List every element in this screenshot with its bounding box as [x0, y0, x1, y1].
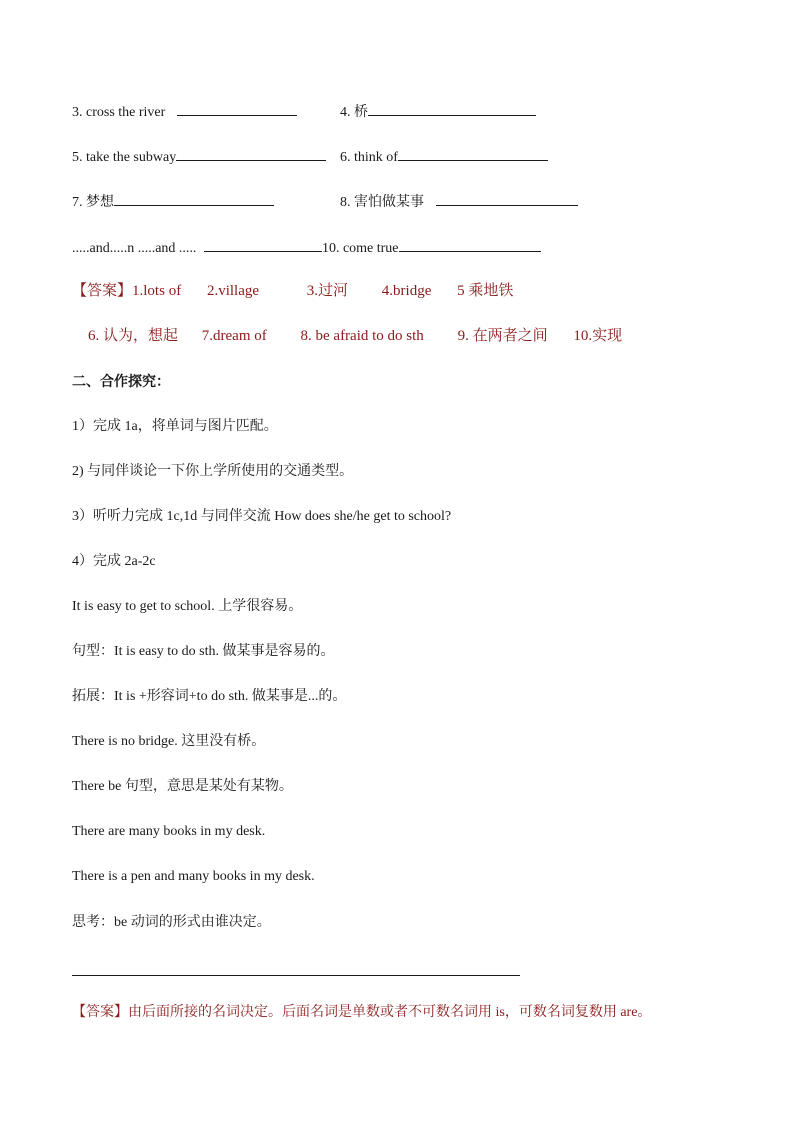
answer-key-row-2 — [88, 326, 622, 346]
answer-8: 8. be afraid to do sth — [300, 328, 424, 344]
vocab-item-5 — [72, 146, 326, 168]
answer-key-row-1 — [72, 281, 513, 301]
vocab-item-3-text: 3. cross the river — [72, 105, 166, 120]
answer-10: 10.实现 — [573, 328, 623, 344]
note-think-question: 思考：be 动词的形式由谁决定。 — [72, 915, 271, 930]
note-there-are-example: There are many books in my desk. — [72, 824, 266, 839]
answer-3: 3.过河 — [306, 283, 349, 299]
vocab-item-9-text: .....and.....n .....and ..... — [72, 241, 197, 256]
vocab-item-3 — [72, 101, 297, 123]
vocab-item-8 — [340, 191, 578, 213]
final-answer-text: 由后面所接的名词决定。后面名词是单数或者不可数名词用 is，可数名词复数用 are。 — [128, 1005, 652, 1020]
step-4: 4）完成 2a-2c — [72, 554, 156, 569]
answer-2: 2.village — [206, 283, 260, 299]
vocab-item-6-text: 6. think of — [340, 150, 398, 165]
vocab-item-6 — [340, 146, 548, 168]
answer-blank[interactable] — [177, 101, 297, 116]
answer-tag: 【答案】 — [72, 283, 133, 299]
answer-9: 9. 在两者之间 — [457, 328, 548, 344]
vocab-item-4-text: 4. 桥 — [340, 105, 368, 120]
answer-5: 5 乘地铁 — [457, 283, 514, 299]
answer-blank[interactable] — [436, 191, 578, 206]
note-pattern: 句型：It is easy to do sth. 做某事是容易的。 — [72, 644, 335, 659]
step-2: 2) 与同伴谈论一下你上学所使用的交通类型。 — [72, 464, 354, 479]
answer-blank[interactable] — [176, 146, 326, 161]
answer-6: 6. 认为，想起 — [88, 328, 179, 344]
step-3: 3）听听力完成 1c,1d 与同伴交流 How does she/he get to school? — [72, 509, 452, 524]
vocab-item-10-text: 10. come true — [321, 241, 399, 256]
note-there-is-pen-example: There is a pen and many books in my desk. — [72, 869, 315, 884]
answer-blank[interactable] — [204, 237, 322, 252]
final-answer — [72, 1003, 651, 1023]
answer-line[interactable] — [72, 975, 520, 976]
note-extension: 拓展：It is +形容词+to do sth. 做某事是...的。 — [72, 689, 347, 704]
answer-7: 7.dream of — [201, 328, 267, 344]
note-there-is-example: There is no bridge. 这里没有桥。 — [72, 734, 266, 749]
answer-blank[interactable] — [399, 237, 541, 252]
answer-tag: 【答案】 — [72, 1005, 128, 1020]
vocab-item-7-text: 7. 梦想 — [72, 195, 114, 210]
note-there-be-pattern: There be 句型，意思是某处有某物。 — [72, 779, 293, 794]
vocab-item-7 — [72, 191, 274, 213]
answer-blank[interactable] — [398, 146, 548, 161]
vocab-item-5-text: 5. take the subway — [72, 150, 177, 165]
step-1: 1）完成 1a，将单词与图片匹配。 — [72, 419, 278, 434]
answer-blank[interactable] — [114, 191, 274, 206]
answer-1: 1.lots of — [132, 283, 182, 299]
section-heading: 二、合作探究： — [72, 374, 170, 390]
answer-blank[interactable] — [368, 101, 536, 116]
vocab-item-9 — [72, 237, 541, 259]
answer-4: 4.bridge — [381, 283, 432, 299]
note-example-sentence: It is easy to get to school. 上学很容易。 — [72, 599, 303, 614]
vocab-item-4 — [340, 101, 536, 123]
vocab-item-8-text: 8. 害怕做某事 — [340, 195, 424, 210]
